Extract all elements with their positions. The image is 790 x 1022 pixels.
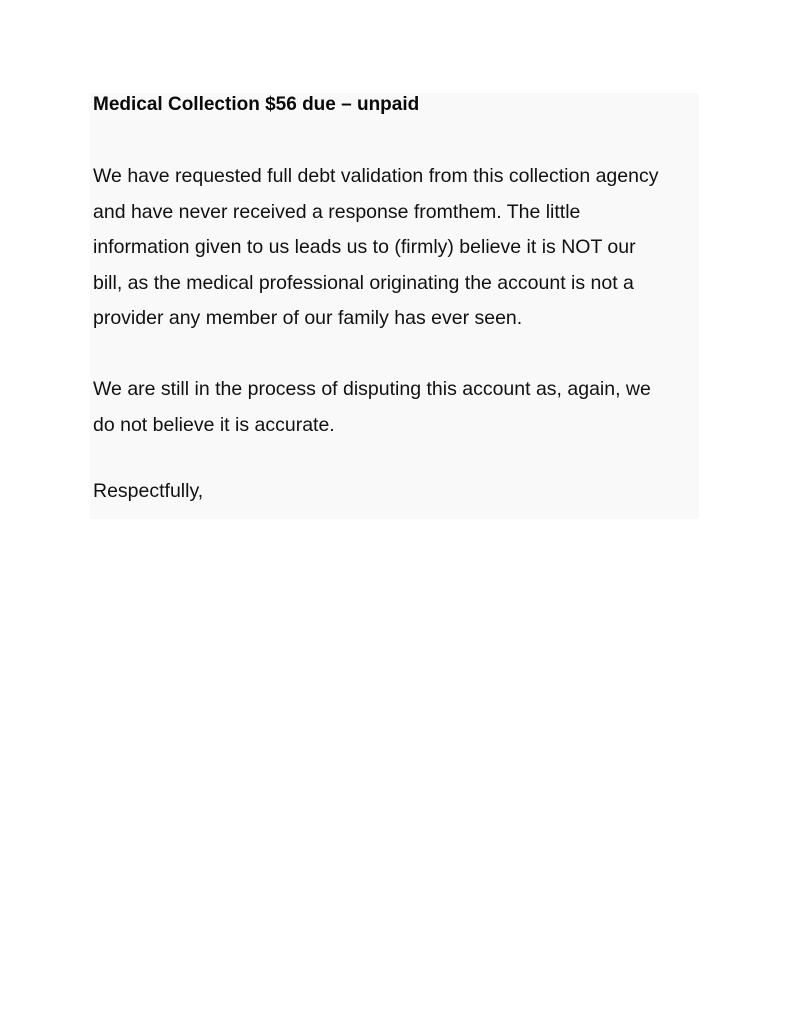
paragraph-line: do not believe it is accurate. (93, 413, 335, 436)
paragraph-dispute-status (93, 372, 651, 443)
paragraph-line: We have requested full debt validation from this collection agency (93, 165, 659, 187)
dispute-text-box (90, 93, 699, 519)
paragraph-line: information given to us leads us to (firmly) believe it is NOT our (93, 236, 636, 258)
paragraph-line: We are still in the process of disputing this account as, again, we (93, 378, 651, 400)
document-title: Medical Collection $56 due – unpaid (93, 94, 420, 115)
paragraph-validation-request (93, 159, 658, 337)
paragraph-line: bill, as the medical professional originating the account is not a (93, 271, 634, 294)
closing-salutation: Respectfully, (93, 480, 204, 502)
paragraph-line: and have never received a response fromthem. The little (93, 200, 581, 223)
paragraph-line: provider any member of our family has ever seen. (93, 307, 523, 329)
